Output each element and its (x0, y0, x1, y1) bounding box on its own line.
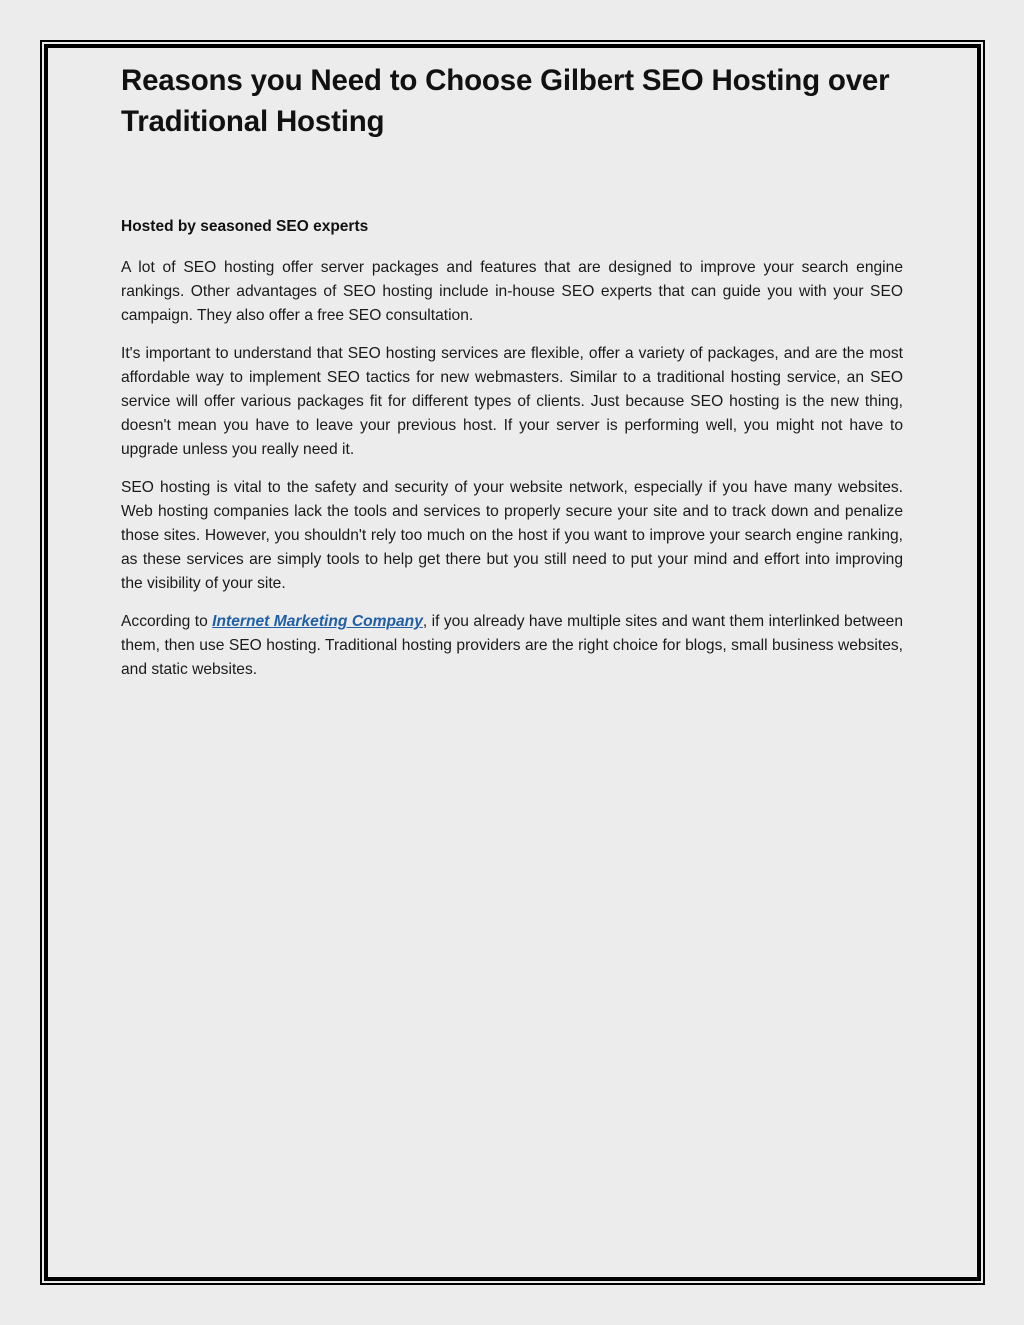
section-heading: Hosted by seasoned SEO experts (121, 218, 369, 235)
document-title: Reasons you Need to Choose Gilbert SEO Hosting over Traditional Hosting (121, 64, 890, 138)
document-content (121, 60, 904, 679)
paragraph-1: A lot of SEO hosting offer server packages and features that are designed to improve your search engine rankings. Other advantages of SEO hosting include in-house SEO experts that can guide you with your SEO campaign. They also offer a free SEO consultation. (121, 259, 903, 325)
internet-marketing-company-link[interactable]: Internet Marketing Company (212, 612, 423, 630)
paragraph-4-suffix: , if you already have multiple sites and want them interlinked between them, then use SEO hosting. Traditional hosting providers are the right choice for blogs, small business websites, and static websites. (121, 612, 904, 679)
paragraph-3: SEO hosting is vital to the safety and security of your website network, especially if you have many websites. Web hosting companies lack the tools and services to properly secure your site and to track down and penalize those sites. However, you shouldn't rely too much on the host if you want to improve your search engine ranking, as these services are simply tools to help get there but you still need to put your mind and effort into improving the visibility of your site. (121, 478, 903, 593)
paragraph-4 (121, 610, 903, 683)
paragraph-4-prefix: According to (121, 612, 213, 630)
document-body (121, 256, 903, 695)
paragraph-2: It's important to understand that SEO hosting services are flexible, offer a variety of packages, and are the most affordable way to implement SEO tactics for new webmasters. Similar to a traditional hosting service, an SEO service will offer various packages fit for different types of clients. Just because SEO hosting is the new thing, doesn't mean you have to leave your previous host. If your server is performing well, you might not have to upgrade unless you really need it. (121, 344, 903, 459)
